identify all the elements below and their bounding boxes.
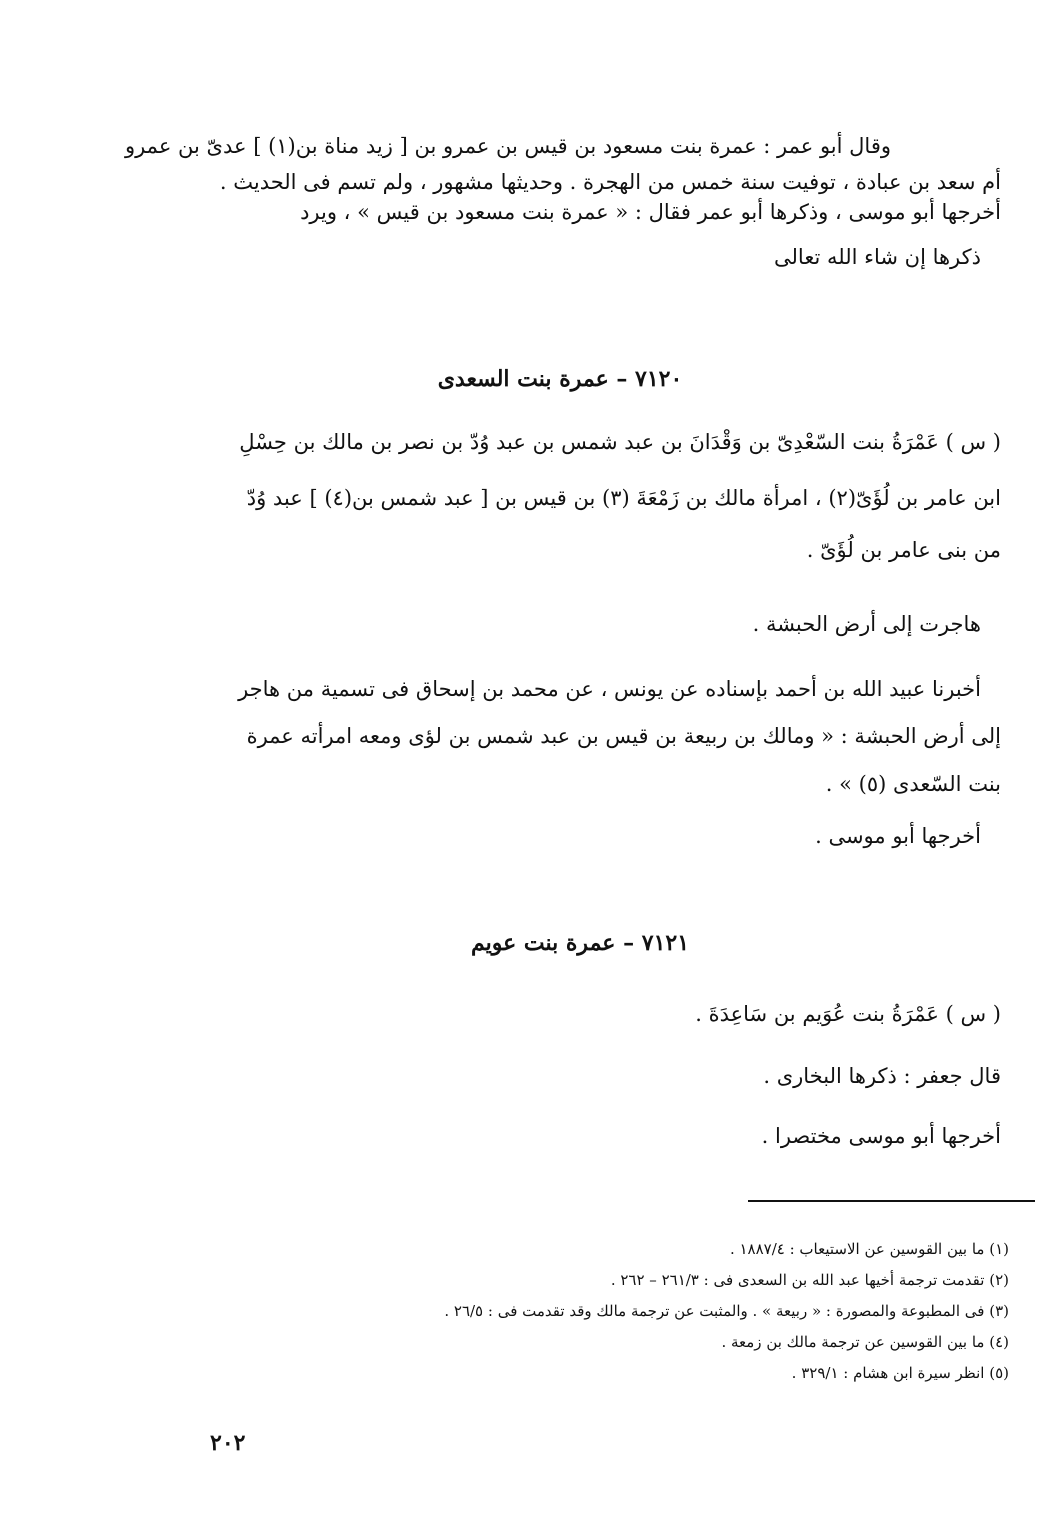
entry-7121-line-1: ( س ) عَمْرَةُ بنت عُوَيم بن سَاعِدَةَ .	[695, 1002, 1001, 1026]
entry-7121-line-2: قال جعفر : ذكرها البخارى .	[763, 1064, 1001, 1088]
entry-7120-para-2: هاجرت إلى أرض الحبشة .	[752, 612, 981, 636]
entry-7120-line-2: ابن عامر بن لُؤَىّ(٢) ، امرأة مالك بن زَمْعَةَ (٣) بن قيس بن [ عبد شمس بن(٤) ] عبد وُدّ	[246, 486, 1001, 510]
entry-7120-para-3-line-2: إلى أرض الحبشة : « ومالك بن ربيعة بن قيس بن عبد شمس بن لؤى ومعه امرأته عمرة	[246, 724, 1001, 748]
footnote-5: (٥) انظر سيرة ابن هشام : ٣٢٩/١ .	[791, 1364, 1009, 1382]
footnote-1: (١) ما بين القوسين عن الاستيعاب : ١٨٨٧/٤ .	[729, 1240, 1009, 1258]
footnote-4: (٤) ما بين القوسين عن ترجمة مالك بن زمعة .	[721, 1333, 1009, 1351]
top-line-1: وقال أبو عمر : عمرة بنت مسعود بن قيس بن عمرو بن [ زيد مناة بن(١) ] عدىّ بن عمرو	[124, 134, 891, 158]
entry-7120-para-4: أخرجها أبو موسى .	[815, 824, 981, 848]
footnote-separator	[748, 1200, 1035, 1202]
top-line-2: أم سعد بن عبادة ، توفيت سنة خمس من الهجرة . وحديثها مشهور ، ولم تسم فى الحديث .	[219, 170, 1001, 194]
entry-7120-line-3: من بنى عامر بن لُؤَىّ .	[806, 538, 1001, 562]
entry-7121-heading: ٧١٢١ – عمرة بنت عويم	[470, 930, 690, 956]
footnote-2: (٢) تقدمت ترجمة أخيها عبد الله بن السعدى فى : ٢٦١/٣ – ٢٦٢ .	[610, 1271, 1009, 1289]
entry-7120-heading: ٧١٢٠ – عمرة بنت السعدى	[437, 366, 683, 392]
entry-7120-para-3-line-3: بنت السّعدى (٥) » .	[825, 772, 1001, 796]
top-line-3: أخرجها أبو موسى ، وذكرها أبو عمر فقال : « عمرة بنت مسعود بن قيس » ، ويرد	[300, 200, 1001, 224]
entry-7120-line-1: ( س ) عَمْرَةُ بنت السّعْدِىّ بن وَقْدَانَ بن عبد شمس بن عبد وُدّ بن نصر بن مالك بن حِسْلِ	[239, 430, 1001, 454]
top-line-4: ذكرها إن شاء الله تعالى	[774, 245, 981, 269]
entry-7121-line-3: أخرجها أبو موسى مختصرا .	[761, 1124, 1001, 1148]
footnote-3: (٣) فى المطبوعة والمصورة : « ربيعة » . والمثبت عن ترجمة مالك وقد تقدمت فى : ٢٦/٥ .	[444, 1302, 1009, 1320]
page-number: ٢٠٢	[210, 1430, 246, 1456]
entry-7120-para-3-line-1: أخبرنا عبيد الله بن أحمد بإسناده عن يونس ، عن محمد بن إسحاق فى تسمية من هاجر	[238, 677, 981, 701]
